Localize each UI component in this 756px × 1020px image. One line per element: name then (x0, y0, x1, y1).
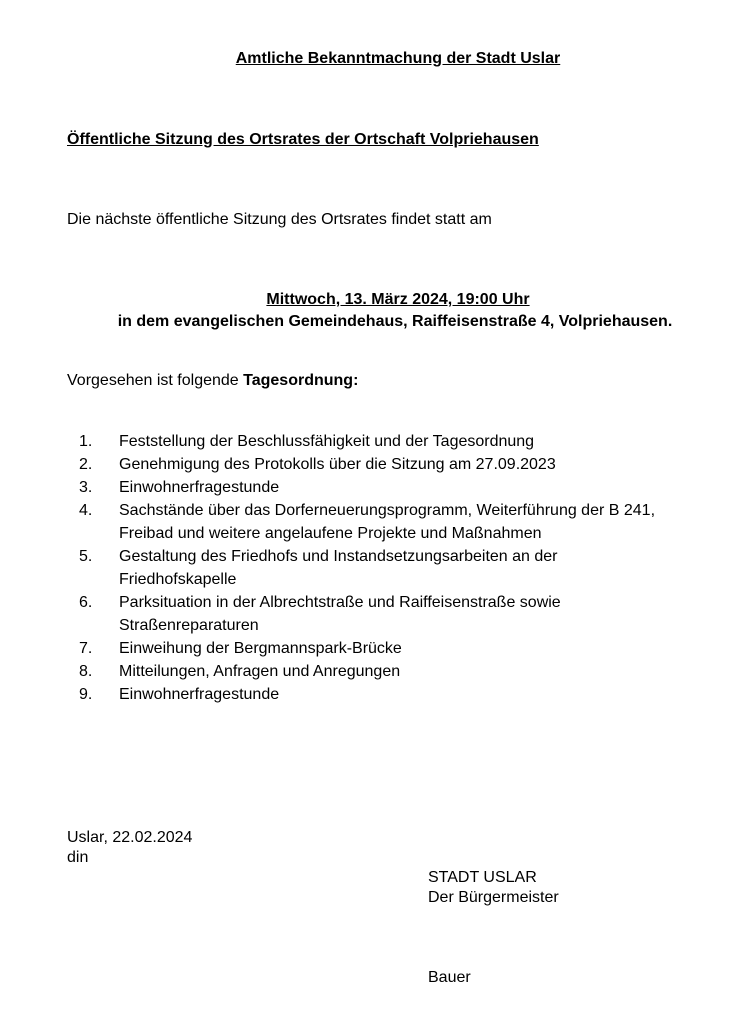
intro-text: Die nächste öffentliche Sitzung des Ortsrates findet statt am (67, 211, 492, 228)
agenda-item (0, 683, 756, 706)
agenda-item-number: 3. (79, 479, 93, 496)
agenda-item-text (119, 499, 756, 545)
agenda-item-number: 9. (79, 686, 93, 703)
agenda-item-text (119, 591, 756, 637)
agenda-item-number: 5. (79, 548, 93, 565)
agenda-item-line: Freibad und weitere angelaufene Projekte und Maßnahmen (119, 525, 542, 542)
agenda-item (0, 637, 756, 660)
agenda-item (0, 453, 756, 476)
agenda-item-text (119, 660, 756, 683)
agenda-item-text (119, 453, 756, 476)
agenda-item-line: Einwohnerfragestunde (119, 479, 280, 496)
agenda-item (0, 591, 756, 637)
signer-name: Bauer (428, 969, 471, 986)
agenda-item-text (119, 637, 756, 660)
agenda-item-text (119, 476, 756, 499)
footer-initials: din (67, 849, 89, 866)
agenda-item (0, 545, 756, 591)
agenda-item-line: Straßenreparaturen (119, 617, 259, 634)
agenda-intro-label: Tagesordnung: (243, 372, 359, 389)
agenda-item-line: Sachstände über das Dorferneuerungsprogramm, Weiterführung der B 241, (119, 502, 656, 519)
agenda-item-number: 6. (79, 594, 93, 611)
agenda-item (0, 430, 756, 453)
agenda-item-line: Friedhofskapelle (119, 571, 237, 588)
agenda-item-number: 8. (79, 663, 93, 680)
agenda-item-number: 4. (79, 502, 93, 519)
agenda-item-line: Einwohnerfragestunde (119, 686, 280, 703)
agenda-item-number: 1. (79, 433, 93, 450)
agenda-item-number: 2. (79, 456, 93, 473)
agenda-item-line: Gestaltung des Friedhofs und Instandsetzungsarbeiten an der (119, 548, 558, 565)
meeting-date-time: Mittwoch, 13. März 2024, 19:00 Uhr (266, 291, 530, 308)
document-title: Amtliche Bekanntmachung der Stadt Uslar (235, 50, 561, 67)
meeting-location: in dem evangelischen Gemeindehaus, Raiffeisenstraße 4, Volpriehausen. (117, 313, 673, 330)
agenda-item-text (119, 683, 756, 706)
agenda-item-line: Mitteilungen, Anfragen und Anregungen (119, 663, 401, 680)
agenda-item-number: 7. (79, 640, 93, 657)
agenda-item-line: Einweihung der Bergmannspark-Brücke (119, 640, 402, 657)
agenda-item (0, 476, 756, 499)
agenda-item-line: Feststellung der Beschlussfähigkeit und der Tagesordnung (119, 433, 535, 450)
agenda-list (0, 430, 756, 706)
agenda-item (0, 499, 756, 545)
footer-place-date: Uslar, 22.02.2024 (67, 829, 193, 846)
document-subtitle: Öffentliche Sitzung des Ortsrates der Ortschaft Volpriehausen (67, 131, 539, 148)
agenda-item-text (119, 430, 756, 453)
agenda-item (0, 660, 756, 683)
org-name: STADT USLAR (428, 869, 537, 886)
org-role: Der Bürgermeister (428, 889, 559, 906)
agenda-item-text (119, 545, 756, 591)
agenda-intro-prefix: Vorgesehen ist folgende (67, 372, 244, 389)
agenda-item-line: Parksituation in der Albrechtstraße und Raiffeisenstraße sowie (119, 594, 561, 611)
agenda-item-line: Genehmigung des Protokolls über die Sitzung am 27.09.2023 (119, 456, 556, 473)
agenda-intro (67, 372, 358, 390)
